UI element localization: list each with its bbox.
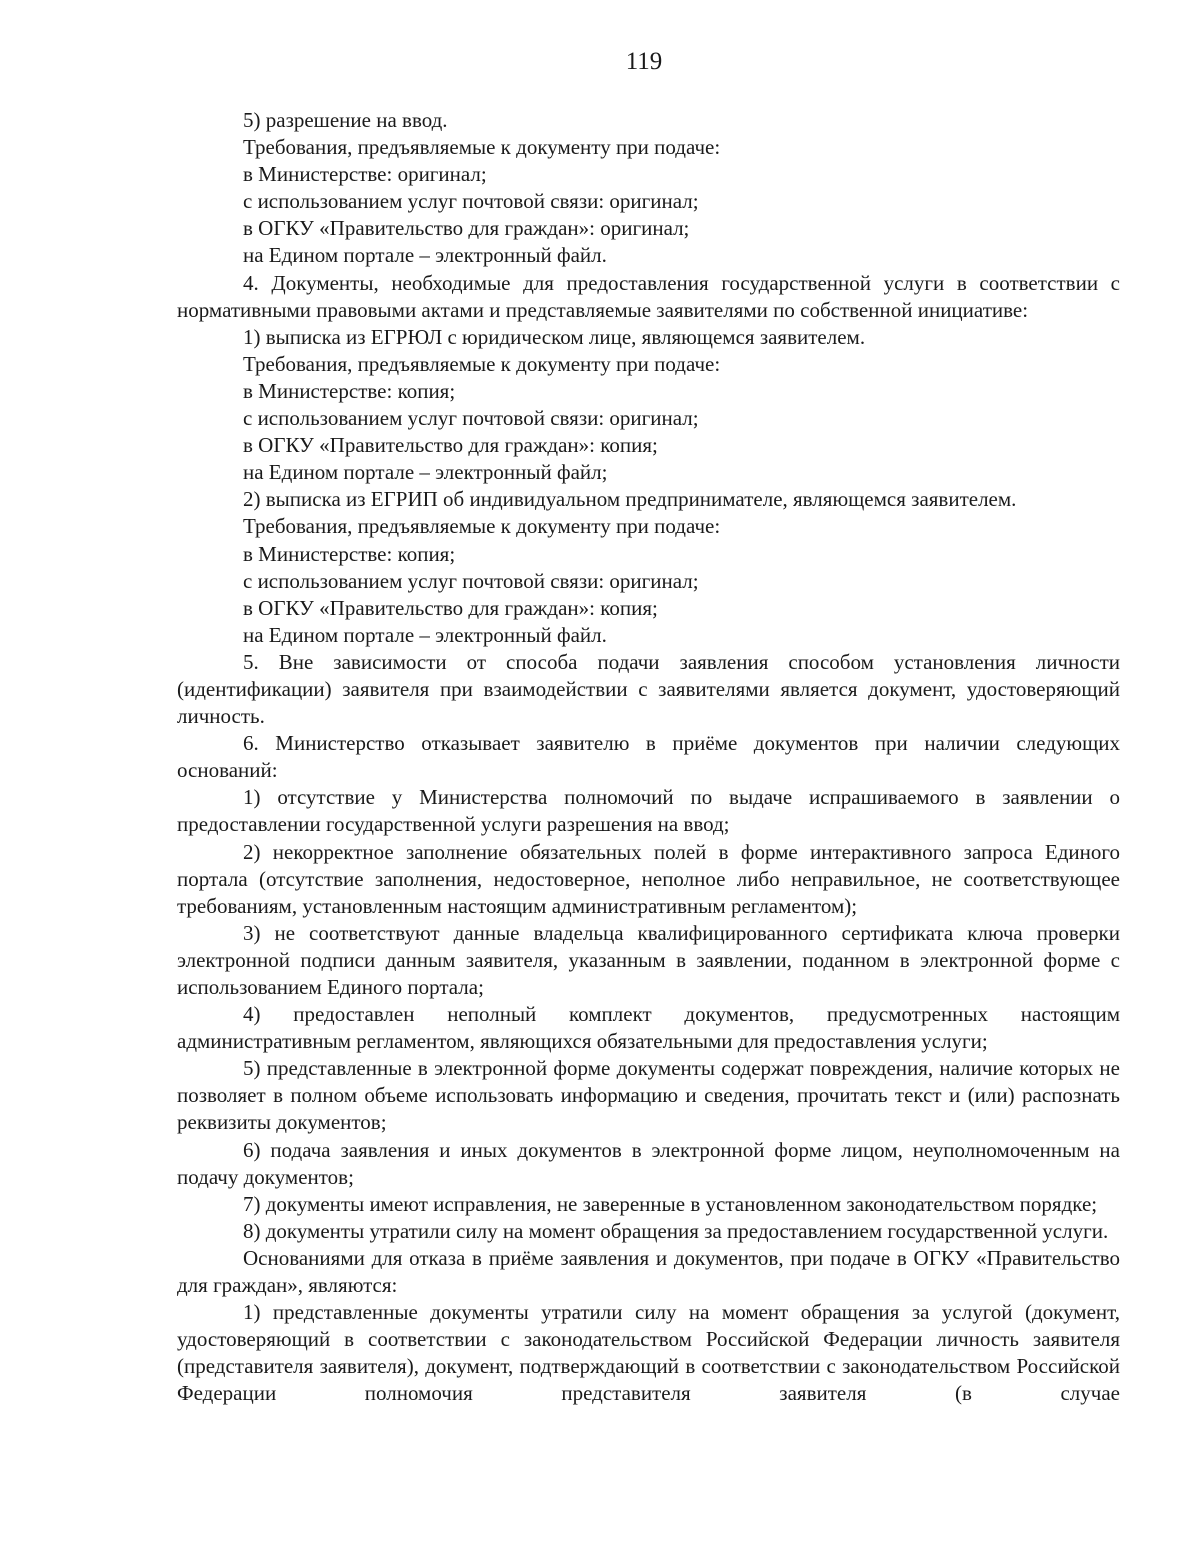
paragraph: Требования, предъявляемые к документу при подаче: bbox=[243, 351, 721, 376]
paragraph: с использованием услуг почтовой связи: оригинал; bbox=[243, 189, 699, 214]
section-4-paragraph: 4. Документы, необходимые для предоставления государственной услуги в соответствии с нормативными правовыми актами и представляемые заявителями по собственной инициативе: bbox=[177, 270, 1120, 322]
list-item: 8) документы утратили силу на момент обращения за предоставлением государственной услуги. bbox=[243, 1218, 1109, 1243]
list-item: 4) предоставлен неполный комплект документов, предусмотренных настоящим административным регламентом, являющихся обязательными для предоставления услуги; bbox=[177, 1002, 1120, 1054]
document-body bbox=[177, 107, 1120, 1408]
list-item: 2) выписка из ЕГРИП об индивидуальном предпринимателе, являющемся заявителем. bbox=[243, 487, 1017, 512]
paragraph: в Министерстве: копия; bbox=[243, 541, 456, 566]
list-item: 1) представленные документы утратили силу на момент обращения за услугой (документ, удостоверяющий в соответствии с законодательством Российской Федерации личность заявителя (представителя заявителя), документ, подтверждающий в соответствии с законодательством Российской Федерации полномочия представителя заявителя (в случае bbox=[177, 1300, 1120, 1406]
list-item: 6) подача заявления и иных документов в электронной форме лицом, неуполномоченным на подачу документов; bbox=[177, 1137, 1120, 1189]
paragraph: с использованием услуг почтовой связи: оригинал; bbox=[243, 406, 699, 431]
list-item: 7) документы имеют исправления, не заверенные в установленном законодательством порядке; bbox=[243, 1191, 1098, 1216]
paragraph: на Едином портале – электронный файл; bbox=[243, 460, 608, 485]
list-item: 3) не соответствуют данные владельца квалифицированного сертификата ключа проверки электронной подписи данным заявителя, указанным в заявлении, поданном в электронной форме с использованием Единого портала; bbox=[177, 920, 1120, 999]
page-number: 119 bbox=[625, 48, 663, 75]
list-item: 2) некорректное заполнение обязательных полей в форме интерактивного запроса Единого портала (отсутствие заполнения, недостоверное, неполное либо неправильное, не соответствующее требованиям, установленным настоящим административным регламентом); bbox=[177, 839, 1120, 918]
paragraph: на Едином портале – электронный файл. bbox=[243, 243, 607, 268]
section-5-paragraph: 5. Вне зависимости от способа подачи заявления способом установления личности (идентификации) заявителя при взаимодействии с заявителями является документ, удостоверяющий личность. bbox=[177, 649, 1120, 729]
paragraph: с использованием услуг почтовой связи: оригинал; bbox=[243, 568, 699, 593]
list-item: 5) представленные в электронной форме документы содержат повреждения, наличие которых не позволяет в полном объеме использовать информацию и сведения, прочитать текст и (или) распознать реквизиты документов; bbox=[177, 1056, 1120, 1135]
paragraph: Основаниями для отказа в приёме заявления и документов, при подаче в ОГКУ «Правительство для граждан», являются: bbox=[177, 1245, 1120, 1298]
paragraph: Требования, предъявляемые к документу при подаче: bbox=[243, 135, 721, 160]
paragraph: Требования, предъявляемые к документу при подаче: bbox=[243, 514, 721, 539]
paragraph: на Едином портале – электронный файл. bbox=[243, 622, 607, 647]
list-item: 1) выписка из ЕГРЮЛ с юридическом лице, являющемся заявителем. bbox=[243, 324, 866, 349]
paragraph: в ОГКУ «Правительство для граждан»: копия; bbox=[243, 433, 658, 458]
paragraph: в ОГКУ «Правительство для граждан»: оригинал; bbox=[243, 216, 690, 241]
section-6-paragraph: 6. Министерство отказывает заявителю в приёме документов при наличии следующих оснований: bbox=[177, 731, 1120, 783]
list-item: 5) разрешение на ввод. bbox=[243, 108, 448, 132]
paragraph: в Министерстве: оригинал; bbox=[243, 162, 487, 187]
paragraph: в Министерстве: копия; bbox=[243, 378, 456, 403]
list-item: 1) отсутствие у Министерства полномочий по выдаче испрашиваемого в заявлении о предоставлении государственной услуги разрешения на ввод; bbox=[177, 785, 1120, 837]
paragraph: в ОГКУ «Правительство для граждан»: копия; bbox=[243, 595, 658, 620]
